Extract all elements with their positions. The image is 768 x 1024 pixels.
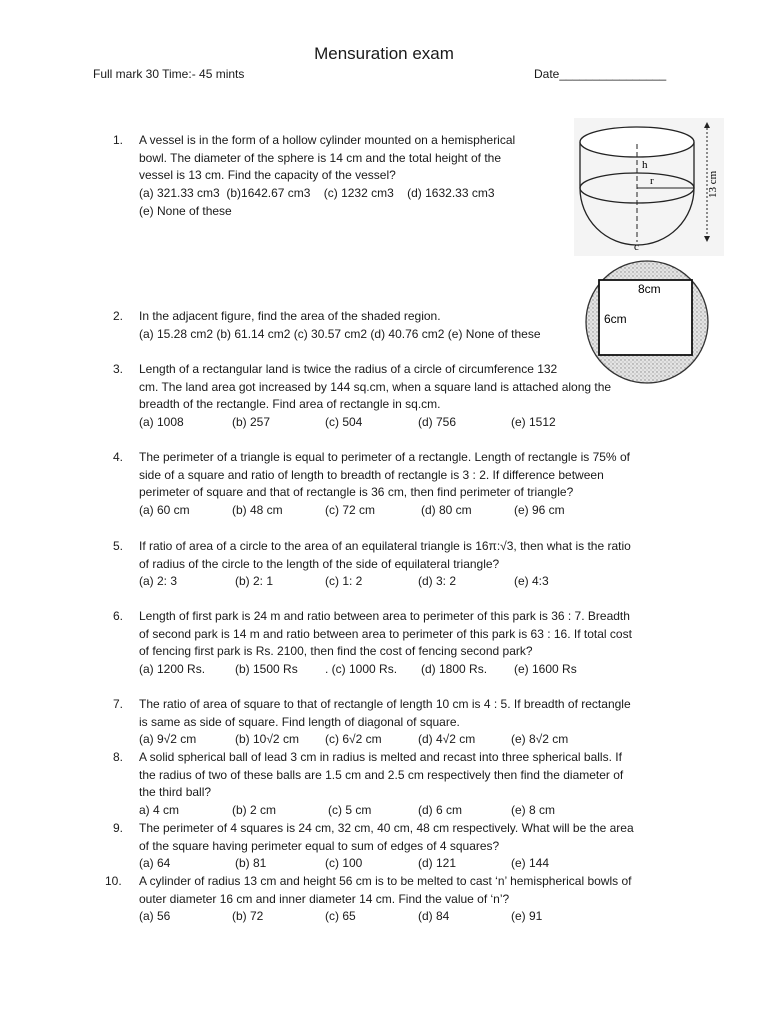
date-field: Date________________ [534, 67, 667, 81]
question-text-line: bowl. The diameter of the sphere is 14 cm and the total height of the [139, 150, 501, 165]
option-e: (e) 8√2 cm [511, 732, 569, 746]
answer-options: (a) 15.28 cm2 (b) 61.14 cm2 (c) 30.57 cm2 (d) 40.76 cm2 (e) None of these [139, 327, 541, 341]
question-text-line: cm. The land area got increased by 144 sq.cm, when a square land is attached along the [139, 379, 612, 394]
vessel-c-label: c [634, 241, 639, 253]
option-e: (e) 4:3 [514, 574, 549, 588]
option-a: (a) 56 [139, 909, 171, 923]
question-text-line: outer diameter 16 cm and inner diameter 14 cm. Find the value of ‘n’? [139, 891, 510, 906]
option-e: (e) 1512 [511, 415, 556, 429]
option-b: (b) 2 cm [232, 803, 277, 817]
option-a: (a) 9√2 cm [139, 732, 197, 746]
question-text-line: side of a square and ratio of length to breadth of rectangle is 3 : 2. If difference between [139, 467, 604, 482]
answer-options: (a) 321.33 cm3 (b)1642.67 cm3 (c) 1232 cm3 (d) 1632.33 cm3 [139, 186, 495, 200]
option-c: (c) 72 cm [325, 503, 376, 517]
vessel-h-label: h [642, 159, 648, 171]
question-text-line: of second park is 14 m and ratio between area to perimeter of this park is 63 : 16. If total cost [139, 626, 632, 641]
option-d: (d) 84 [418, 909, 450, 923]
option-c: (c) 1: 2 [325, 574, 363, 588]
question-text-line: is same as side of square. Find length of diagonal of square. [139, 714, 460, 729]
option-a: (a) 60 cm [139, 503, 190, 517]
question-text-line: The perimeter of 4 squares is 24 cm, 32 cm, 40 cm, 48 cm respectively. What will be the area [139, 821, 634, 835]
option-e: (e) 144 [511, 856, 550, 870]
option-d: (d) 80 cm [421, 503, 472, 517]
question-number: 3. [113, 362, 124, 376]
question-text-line: of the square having perimeter equal to sum of edges of 4 squares? [139, 838, 500, 853]
question-number: 8. [113, 750, 124, 764]
option-c: (c) 6√2 cm [325, 732, 382, 746]
question-text-line: A cylinder of radius 13 cm and height 56 cm is to be melted to cast ‘n’ hemispherical bowls of [139, 874, 632, 888]
question-text-line: A vessel is in the form of a hollow cylinder mounted on a hemispherical [139, 133, 516, 147]
option-c: (c) 65 [325, 909, 356, 923]
question-number: 2. [113, 309, 124, 323]
question-number: 9. [113, 821, 124, 835]
option-a: (a) 2: 3 [139, 574, 178, 588]
question-text-line: the radius of two of these balls are 1.5 cm and 2.5 cm respectively then find the diameter of [139, 767, 624, 782]
question-text-line: breadth of the rectangle. Find area of rectangle in sq.cm. [139, 397, 441, 412]
vessel-r-label: r [650, 175, 654, 187]
option-a: (a) 1008 [139, 415, 184, 429]
option-c: (c) 5 cm [328, 803, 372, 817]
option-c: (c) 100 [325, 856, 363, 870]
option-a: a) 4 cm [139, 803, 180, 817]
option-b: (b) 81 [235, 856, 267, 870]
option-b: (b) 48 cm [232, 503, 283, 517]
question-text-line: of fencing first park is Rs. 2100, then find the cost of fencing second park? [139, 644, 533, 659]
question-text-line: A solid spherical ball of lead 3 cm in radius is melted and recast into three spherical balls. If [139, 750, 622, 764]
question-text-line: Length of first park is 24 m and ratio between area to perimeter of this park is 36 : 7. Breadth [139, 609, 630, 623]
question-number: 6. [113, 609, 124, 623]
vessel-figure [574, 118, 724, 256]
option-d: (d) 121 [418, 856, 457, 870]
option-e: (e) 1600 Rs [514, 662, 577, 676]
question-text-line: In the adjacent figure, find the area of the shaded region. [139, 309, 441, 323]
question-number: 1. [113, 133, 124, 147]
option-c: (c) 504 [325, 415, 363, 429]
question-number: 7. [113, 697, 124, 711]
vessel-height-label: 13 cm [707, 170, 719, 198]
exam-meta: Full mark 30 Time:- 45 mints [93, 67, 245, 81]
option-c: . (c) 1000 Rs. [325, 662, 398, 676]
option-b: (b) 2: 1 [235, 574, 274, 588]
question-text-line: The ratio of area of square to that of rectangle of length 10 cm is 4 : 5. If breadth of rectangle [139, 697, 631, 711]
question-text-line: the third ball? [139, 785, 212, 800]
question-text-line: perimeter of square and that of rectangle is 36 cm, then find perimeter of triangle? [139, 485, 574, 500]
option-b: (b) 72 [232, 909, 264, 923]
option-d: (d) 4√2 cm [418, 732, 476, 746]
option-d: (d) 3: 2 [418, 574, 457, 588]
option-d: (d) 6 cm [418, 803, 463, 817]
option-d: (d) 756 [418, 415, 457, 429]
option-e: (e) 96 cm [514, 503, 565, 517]
option-e: (e) 8 cm [511, 803, 556, 817]
question-text-line: Length of a rectangular land is twice the radius of a circle of circumference 132 [139, 362, 558, 376]
option-a: (a) 64 [139, 856, 171, 870]
page-title: Mensuration exam [314, 44, 454, 63]
question-text-line: The perimeter of a triangle is equal to perimeter of a rectangle. Length of rectangle is 75% of [139, 450, 630, 464]
option-b: (b) 257 [232, 415, 271, 429]
question-number: 5. [113, 539, 124, 553]
question-number: 4. [113, 450, 124, 464]
rect-width-label: 8cm [638, 282, 661, 296]
option-a: (a) 1200 Rs. [139, 662, 206, 676]
option-d: (d) 1800 Rs. [421, 662, 488, 676]
question-number: 10. [105, 874, 122, 888]
question-text-line: of radius of the circle to the length of the side of equilateral triangle? [139, 556, 500, 571]
answer-option-e: (e) None of these [139, 203, 232, 218]
rect-height-label: 6cm [604, 312, 627, 326]
option-b: (b) 10√2 cm [235, 732, 299, 746]
option-e: (e) 91 [511, 909, 543, 923]
option-b: (b) 1500 Rs [235, 662, 298, 676]
question-text-line: If ratio of area of a circle to the area of an equilateral triangle is 16π:√3, then what is the ratio [139, 539, 631, 553]
question-text-line: vessel is 13 cm. Find the capacity of the vessel? [139, 168, 396, 183]
